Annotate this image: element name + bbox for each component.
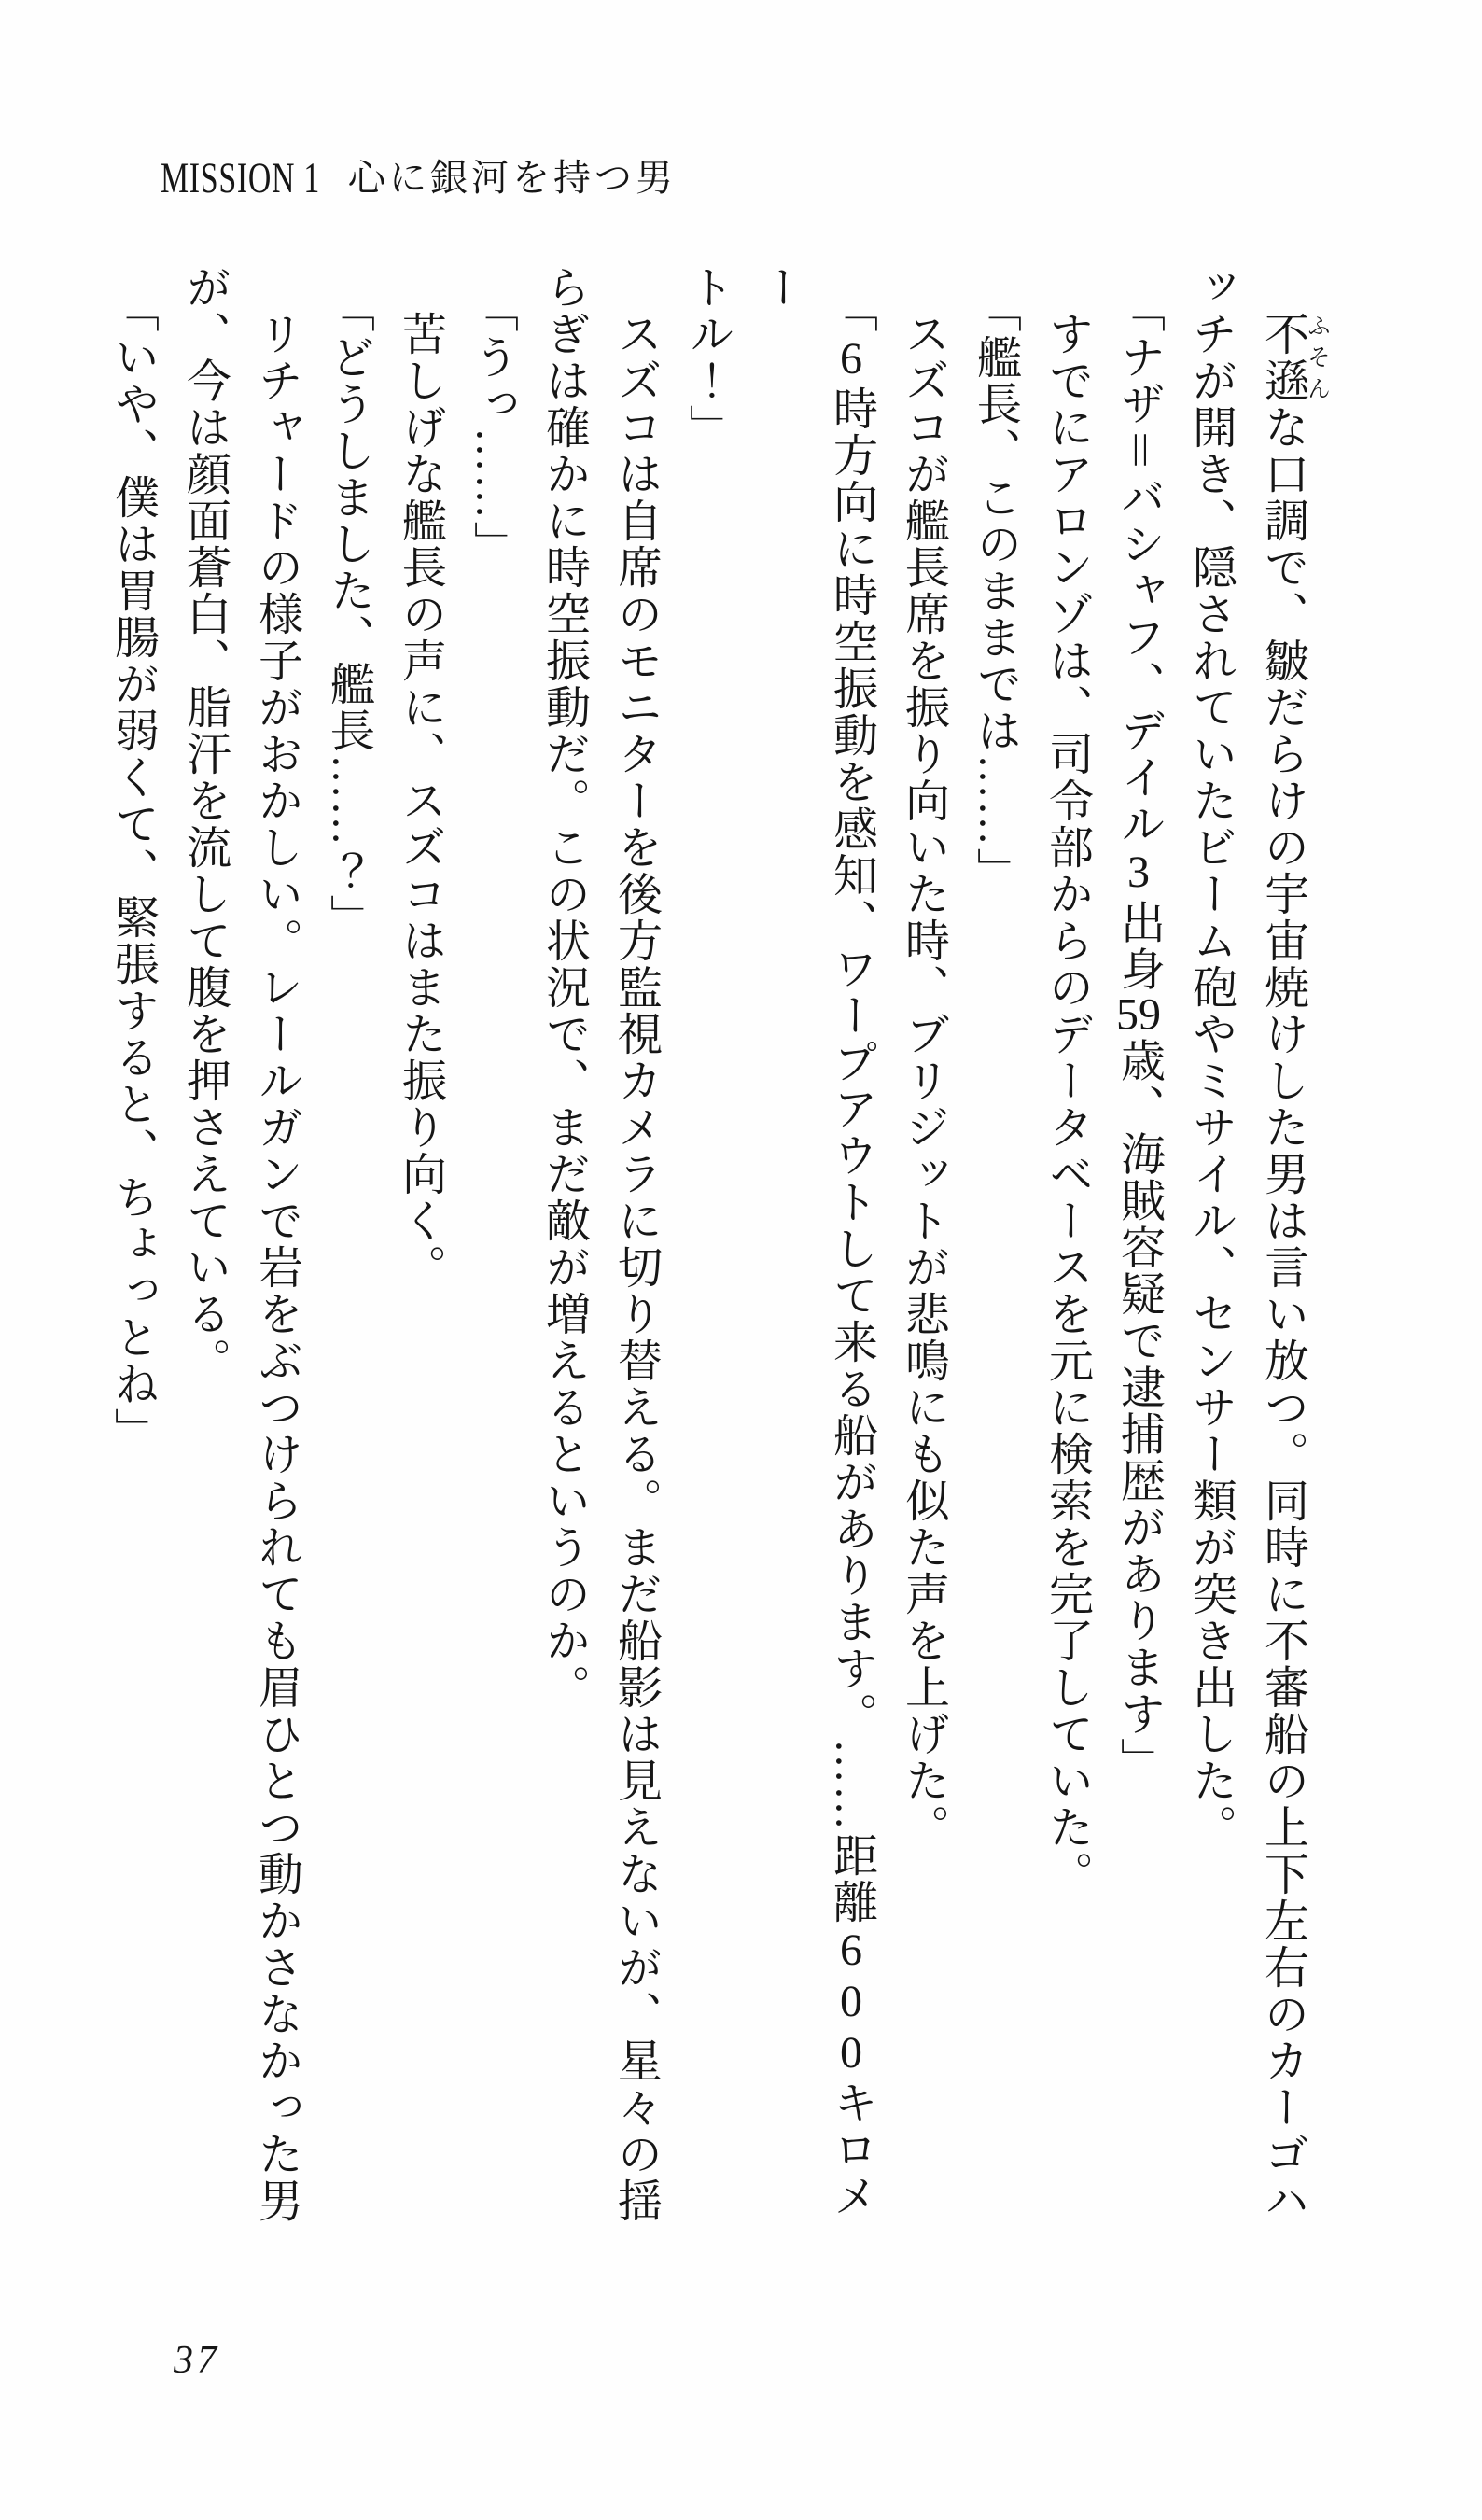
text-run: 出身 (1113, 899, 1164, 993)
text-run: 苦しげな艦長の声に、スズコはまた振り向く。 (395, 311, 445, 1291)
text-run: 「うっ……」 (467, 287, 517, 567)
text-column (456, 264, 528, 2238)
text-run: 歳、海賊容疑で逮捕歴があります」 (1113, 1037, 1164, 1785)
text-column (313, 264, 384, 2238)
text-run: すでにアロンゾは、司令部からのデータベースを元に検索を完了していた。 (1042, 311, 1092, 1897)
text-run: 「ナザ＝バシャフ、デイル (1113, 287, 1164, 848)
text-column (1247, 264, 1330, 2238)
ruby-word: 不遜ふそん (1257, 311, 1330, 404)
text-run: リチャードの様子がおかしい。レールガンで岩をぶつけられても眉ひとつ動かさなかった男 (251, 311, 301, 2224)
text-column (169, 264, 241, 2238)
text-column (97, 264, 169, 2238)
text-run: 「 (826, 287, 876, 334)
text-column (600, 264, 672, 2238)
text-column (1031, 264, 1103, 2238)
digit-run: 600 (826, 1925, 876, 2079)
text-column (888, 264, 959, 2238)
text-run: スズコは自席のモニターを後方監視カメラに切り替える。まだ船影は見えないが、星々の揺 (610, 311, 661, 2224)
furigana: ふそん (1304, 311, 1330, 404)
running-head (161, 154, 814, 203)
digit-run: 6 (826, 334, 876, 385)
text-run: 「どうしました、艦長……？」 (323, 287, 373, 941)
text-run: 時方向に時空振動を感知、ワープアウトして来る船があります。……距離 (826, 385, 876, 1925)
digit-run: 59 (1116, 992, 1161, 1038)
mission-label: MISSION 1 (161, 154, 321, 203)
text-column (241, 264, 313, 2238)
text-run: な口調で、皺だらけの宇宙焼けした男は言い放つ。同時に不審船の上下左右のカーゴハ (1257, 404, 1307, 2224)
text-run: が、今は顔面蒼白、脂汗を流して腹を押さえている。 (179, 264, 230, 1384)
text-column (528, 264, 600, 2238)
page-number: 37 (174, 2339, 220, 2382)
digit-run: 3 (1113, 847, 1164, 900)
text-run: トル！」 (682, 264, 733, 451)
text-run: 「艦長、このままでは……」 (970, 287, 1020, 894)
vertical-text-block (107, 264, 1330, 2238)
text-column (959, 264, 1031, 2238)
text-column (744, 264, 888, 2238)
text-column (672, 264, 744, 2238)
text-run: スズコが艦長席を振り向いた時、ブリジットが悲鳴にも似た声を上げた。 (898, 311, 948, 1851)
text-run: らぎは確かに時空振動だ。この状況で、まだ敵が増えるというのか。 (538, 264, 589, 1711)
text-run: 「いや、僕は胃腸が弱くて、緊張すると、ちょっとね」 (107, 287, 158, 1454)
text-column (1103, 264, 1175, 2238)
text-column (1175, 264, 1247, 2238)
text-column (384, 264, 456, 2238)
text-run: ッチが開き、隠されていたビーム砲やミサイル、センサー類が突き出した。 (1185, 264, 1236, 1851)
chapter-title: 心に銀河を持つ男 (348, 157, 677, 199)
text-run: キロメー (754, 264, 876, 2219)
